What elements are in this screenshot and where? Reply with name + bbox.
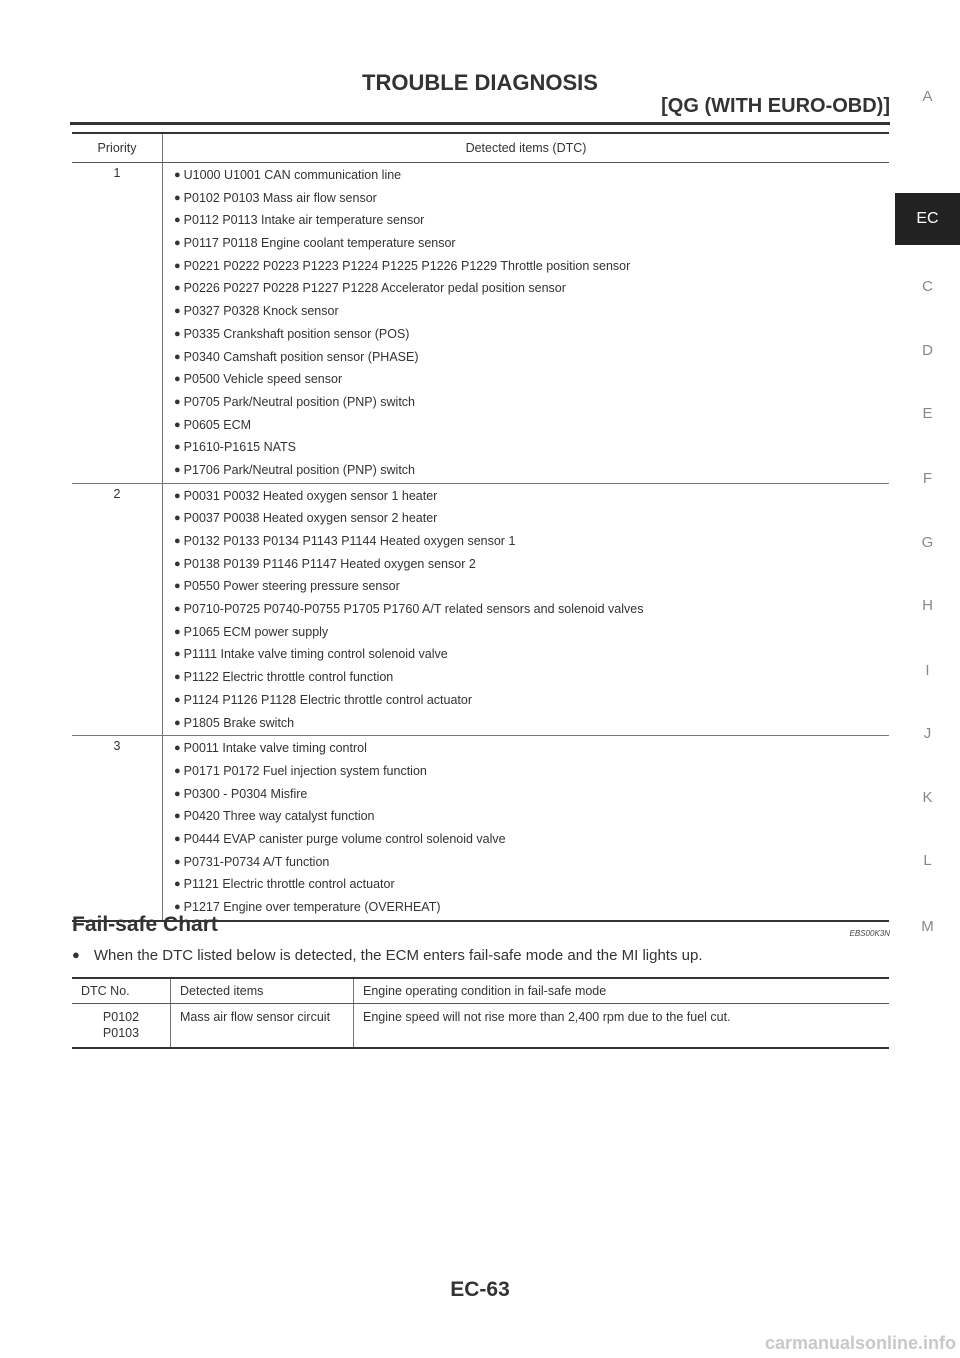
dtc-item-text: P0340 Camshaft position sensor (PHASE): [183, 349, 419, 364]
dtc-list: [164, 164, 888, 482]
dtc-item-text: P0117 P0118 Engine coolant temperature sensor: [183, 236, 456, 251]
bullet-icon: ●: [174, 259, 181, 272]
dtc-item-text: P1217 Engine over temperature (OVERHEAT): [183, 900, 441, 914]
priority-value: 3: [72, 736, 163, 921]
sidebar-tab-k[interactable]: K: [922, 789, 933, 806]
dtc-item-text: P0335 Crankshaft position sensor (POS): [183, 326, 410, 341]
bullet-icon: ●: [174, 373, 181, 386]
bullet-icon: ●: [174, 441, 181, 454]
list-item: [174, 164, 888, 187]
section-title: Fail-safe Chart: [72, 913, 218, 936]
sidebar-tab-g[interactable]: G: [921, 534, 934, 551]
sidebar-tab-h[interactable]: H: [922, 597, 933, 614]
bullet-icon: ●: [174, 603, 181, 616]
sidebar-tab-d[interactable]: D: [922, 342, 933, 359]
bullet-icon: ●: [174, 557, 181, 570]
sidebar-tab-active[interactable]: EC: [895, 193, 960, 245]
dtc-code: P0102: [102, 1010, 140, 1024]
sidebar-tab-f[interactable]: F: [922, 470, 933, 487]
dtc-item-text: P0011 Intake valve timing control: [183, 741, 367, 756]
priority-value: 2: [72, 483, 163, 736]
dtc-item-text: P0132 P0133 P0134 P1143 P1144 Heated oxygen sensor 1: [183, 534, 516, 548]
list-item: [174, 760, 888, 783]
dtc-list: [164, 737, 888, 919]
bullet-icon: ●: [174, 787, 181, 800]
bullet-icon: ●: [174, 169, 181, 181]
dtc-item-text: P0031 P0032 Heated oxygen sensor 1 heater: [183, 488, 438, 503]
dtc-item-text: P0171 P0172 Fuel injection system function: [183, 763, 427, 778]
list-item: [174, 621, 888, 644]
dtc-item-text: P0705 Park/Neutral position (PNP) switch: [183, 394, 416, 409]
bullet-icon: ●: [174, 463, 181, 476]
bullet-icon: ●: [174, 742, 181, 755]
dtc-item-text: P0605 ECM: [183, 417, 252, 432]
dtc-item-text: P0550 Power steering pressure sensor: [183, 579, 400, 594]
bullet-icon: ●: [174, 191, 181, 204]
table-header-row: [72, 133, 889, 163]
list-item: [174, 689, 888, 712]
detected-items-cell: [163, 483, 890, 736]
list-item: [174, 873, 888, 896]
list-item: [174, 436, 888, 459]
bullet-icon: ●: [174, 693, 181, 706]
watermark: carmanualsonline.info: [764, 1333, 956, 1353]
bullet-icon: ●: [174, 327, 181, 340]
list-item: [174, 323, 888, 346]
list-item: [174, 666, 888, 689]
list-item: [174, 346, 888, 369]
sidebar-tab-i[interactable]: I: [925, 662, 930, 679]
priority-group-row: [72, 163, 889, 484]
list-item: [174, 805, 888, 828]
dtc-item-text: P1065 ECM power supply: [183, 624, 329, 639]
detected-items-column-header: Detected items: [171, 978, 354, 1004]
detected-items-cell: [163, 163, 890, 484]
list-item: [174, 187, 888, 210]
sidebar-tab-e[interactable]: E: [922, 405, 933, 422]
dtc-item-text: P0710-P0725 P0740-P0755 P1705 P1760 A/T related sensors and solenoid valves: [183, 602, 644, 617]
dtc-item-text: P0444 EVAP canister purge volume control solenoid valve: [183, 831, 506, 846]
list-item: [174, 783, 888, 806]
list-item: [174, 598, 888, 621]
dtc-number-cell: [72, 1004, 171, 1049]
bullet-icon: ●: [174, 282, 181, 295]
header-divider: [70, 122, 890, 125]
list-item: [174, 712, 888, 735]
bullet-icon: ●: [174, 901, 181, 913]
list-item: [174, 507, 888, 530]
dtc-item-text: P1610-P1615 NATS: [183, 440, 296, 455]
dtc-item-text: U1000 U1001 CAN communication line: [183, 168, 402, 182]
list-item: [174, 277, 888, 300]
page-number: EC-63: [450, 1278, 510, 1301]
bullet-icon: ●: [174, 810, 181, 823]
bullet-icon: ●: [174, 671, 181, 684]
bullet-icon: ●: [174, 855, 181, 868]
table-header-row: [72, 978, 889, 1004]
failsafe-table: [72, 977, 889, 1049]
dtc-item-text: P1805 Brake switch: [183, 715, 295, 730]
bullet-icon: ●: [174, 580, 181, 593]
dtc-item-text: P0300 - P0304 Misfire: [183, 786, 308, 801]
sidebar-tab-a[interactable]: A: [922, 88, 933, 105]
dtc-item-text: P1124 P1126 P1128 Electric throttle control actuator: [183, 692, 473, 707]
bullet-icon: ●: [174, 350, 181, 363]
list-item: [174, 209, 888, 232]
page-header-subtitle: [QG (WITH EURO-OBD)]: [661, 95, 890, 117]
priority-value: 1: [72, 163, 163, 484]
dtc-item-text: P0420 Three way catalyst function: [183, 809, 375, 824]
bullet-icon: ●: [174, 648, 181, 661]
dtc-item-text: P0327 P0328 Knock sensor: [183, 304, 339, 319]
dtc-item-text: P1121 Electric throttle control actuator: [183, 877, 395, 892]
dtc-item-text: P1111 Intake valve timing control solenoid valve: [183, 647, 448, 662]
priority-group-row: [72, 736, 889, 921]
bullet-icon: ●: [174, 489, 181, 502]
page-header-title: TROUBLE DIAGNOSIS: [362, 70, 598, 95]
dtc-item-text: P1122 Electric throttle control function: [183, 670, 394, 685]
dtc-list: [164, 485, 888, 735]
bullet-icon: ●: [174, 214, 181, 227]
list-item: [174, 575, 888, 598]
bullet-icon: ●: [174, 418, 181, 431]
list-item: [174, 459, 888, 482]
bullet-icon: ●: [174, 625, 181, 638]
dtc-item-text: P1706 Park/Neutral position (PNP) switch: [183, 462, 416, 477]
bullet-icon: ●: [174, 878, 181, 891]
bullet-icon: ●: [174, 535, 181, 547]
bullet-icon: ●: [174, 395, 181, 408]
dtc-item-text: P0226 P0227 P0228 P1227 P1228 Accelerator pedal position sensor: [183, 281, 566, 296]
bullet-icon: ●: [174, 305, 181, 318]
list-item: [174, 530, 888, 553]
list-item: [174, 896, 888, 919]
failsafe-note-text: When the DTC listed below is detected, the ECM enters fail-safe mode and the MI lights up.: [93, 947, 703, 964]
list-item: [174, 643, 888, 666]
bullet-icon: ●: [174, 512, 181, 525]
dtc-item-text: P0731-P0734 A/T function: [183, 854, 330, 869]
list-item: [174, 485, 888, 508]
list-item: [174, 255, 888, 278]
list-item: [174, 414, 888, 437]
detected-items-column-header: Detected items (DTC): [163, 133, 890, 163]
bullet-icon: ●: [72, 947, 80, 962]
dtc-item-text: P0102 P0103 Mass air flow sensor: [183, 190, 377, 205]
bullet-icon: ●: [174, 832, 181, 845]
bullet-icon: ●: [174, 237, 181, 250]
dtc-item-text: P0112 P0113 Intake air temperature sensor: [183, 213, 425, 228]
list-item: [174, 391, 888, 414]
priority-group-row: [72, 483, 889, 736]
detected-items-cell: [163, 736, 890, 921]
list-item: [174, 828, 888, 851]
sidebar-tab-j[interactable]: J: [923, 725, 932, 742]
sidebar-tab-l[interactable]: L: [923, 852, 932, 869]
list-item: [174, 851, 888, 874]
dtc-item-text: P0221 P0222 P0223 P1223 P1224 P1225 P1226 P1229 Throttle position sensor: [183, 258, 631, 273]
sidebar-tab-m[interactable]: M: [921, 918, 934, 935]
bullet-icon: ●: [174, 716, 181, 729]
condition-column-header: Engine operating condition in fail-safe mode: [354, 978, 890, 1004]
dtc-item-text: P0500 Vehicle speed sensor: [183, 372, 343, 387]
dtc-code: P0103: [102, 1026, 140, 1040]
dtc-priority-table: [72, 132, 889, 922]
list-item: [174, 553, 888, 576]
table-row: [72, 1004, 889, 1049]
sidebar-tab-c[interactable]: C: [922, 278, 933, 295]
dtc-column-header: DTC No.: [72, 978, 171, 1004]
section-reference-code: EBS00K3N: [849, 929, 890, 938]
list-item: [174, 368, 888, 391]
list-item: [174, 737, 888, 760]
dtc-item-text: P0138 P0139 P1146 P1147 Heated oxygen sensor 2: [183, 556, 476, 571]
priority-column-header: Priority: [72, 133, 163, 163]
dtc-item-text: P0037 P0038 Heated oxygen sensor 2 heater: [183, 511, 438, 526]
detected-item-cell: Mass air flow sensor circuit: [171, 1004, 354, 1049]
list-item: [174, 300, 888, 323]
failsafe-note: [72, 947, 703, 964]
condition-cell: Engine speed will not rise more than 2,400 rpm due to the fuel cut.: [354, 1004, 890, 1049]
list-item: [174, 232, 888, 255]
bullet-icon: ●: [174, 764, 181, 777]
